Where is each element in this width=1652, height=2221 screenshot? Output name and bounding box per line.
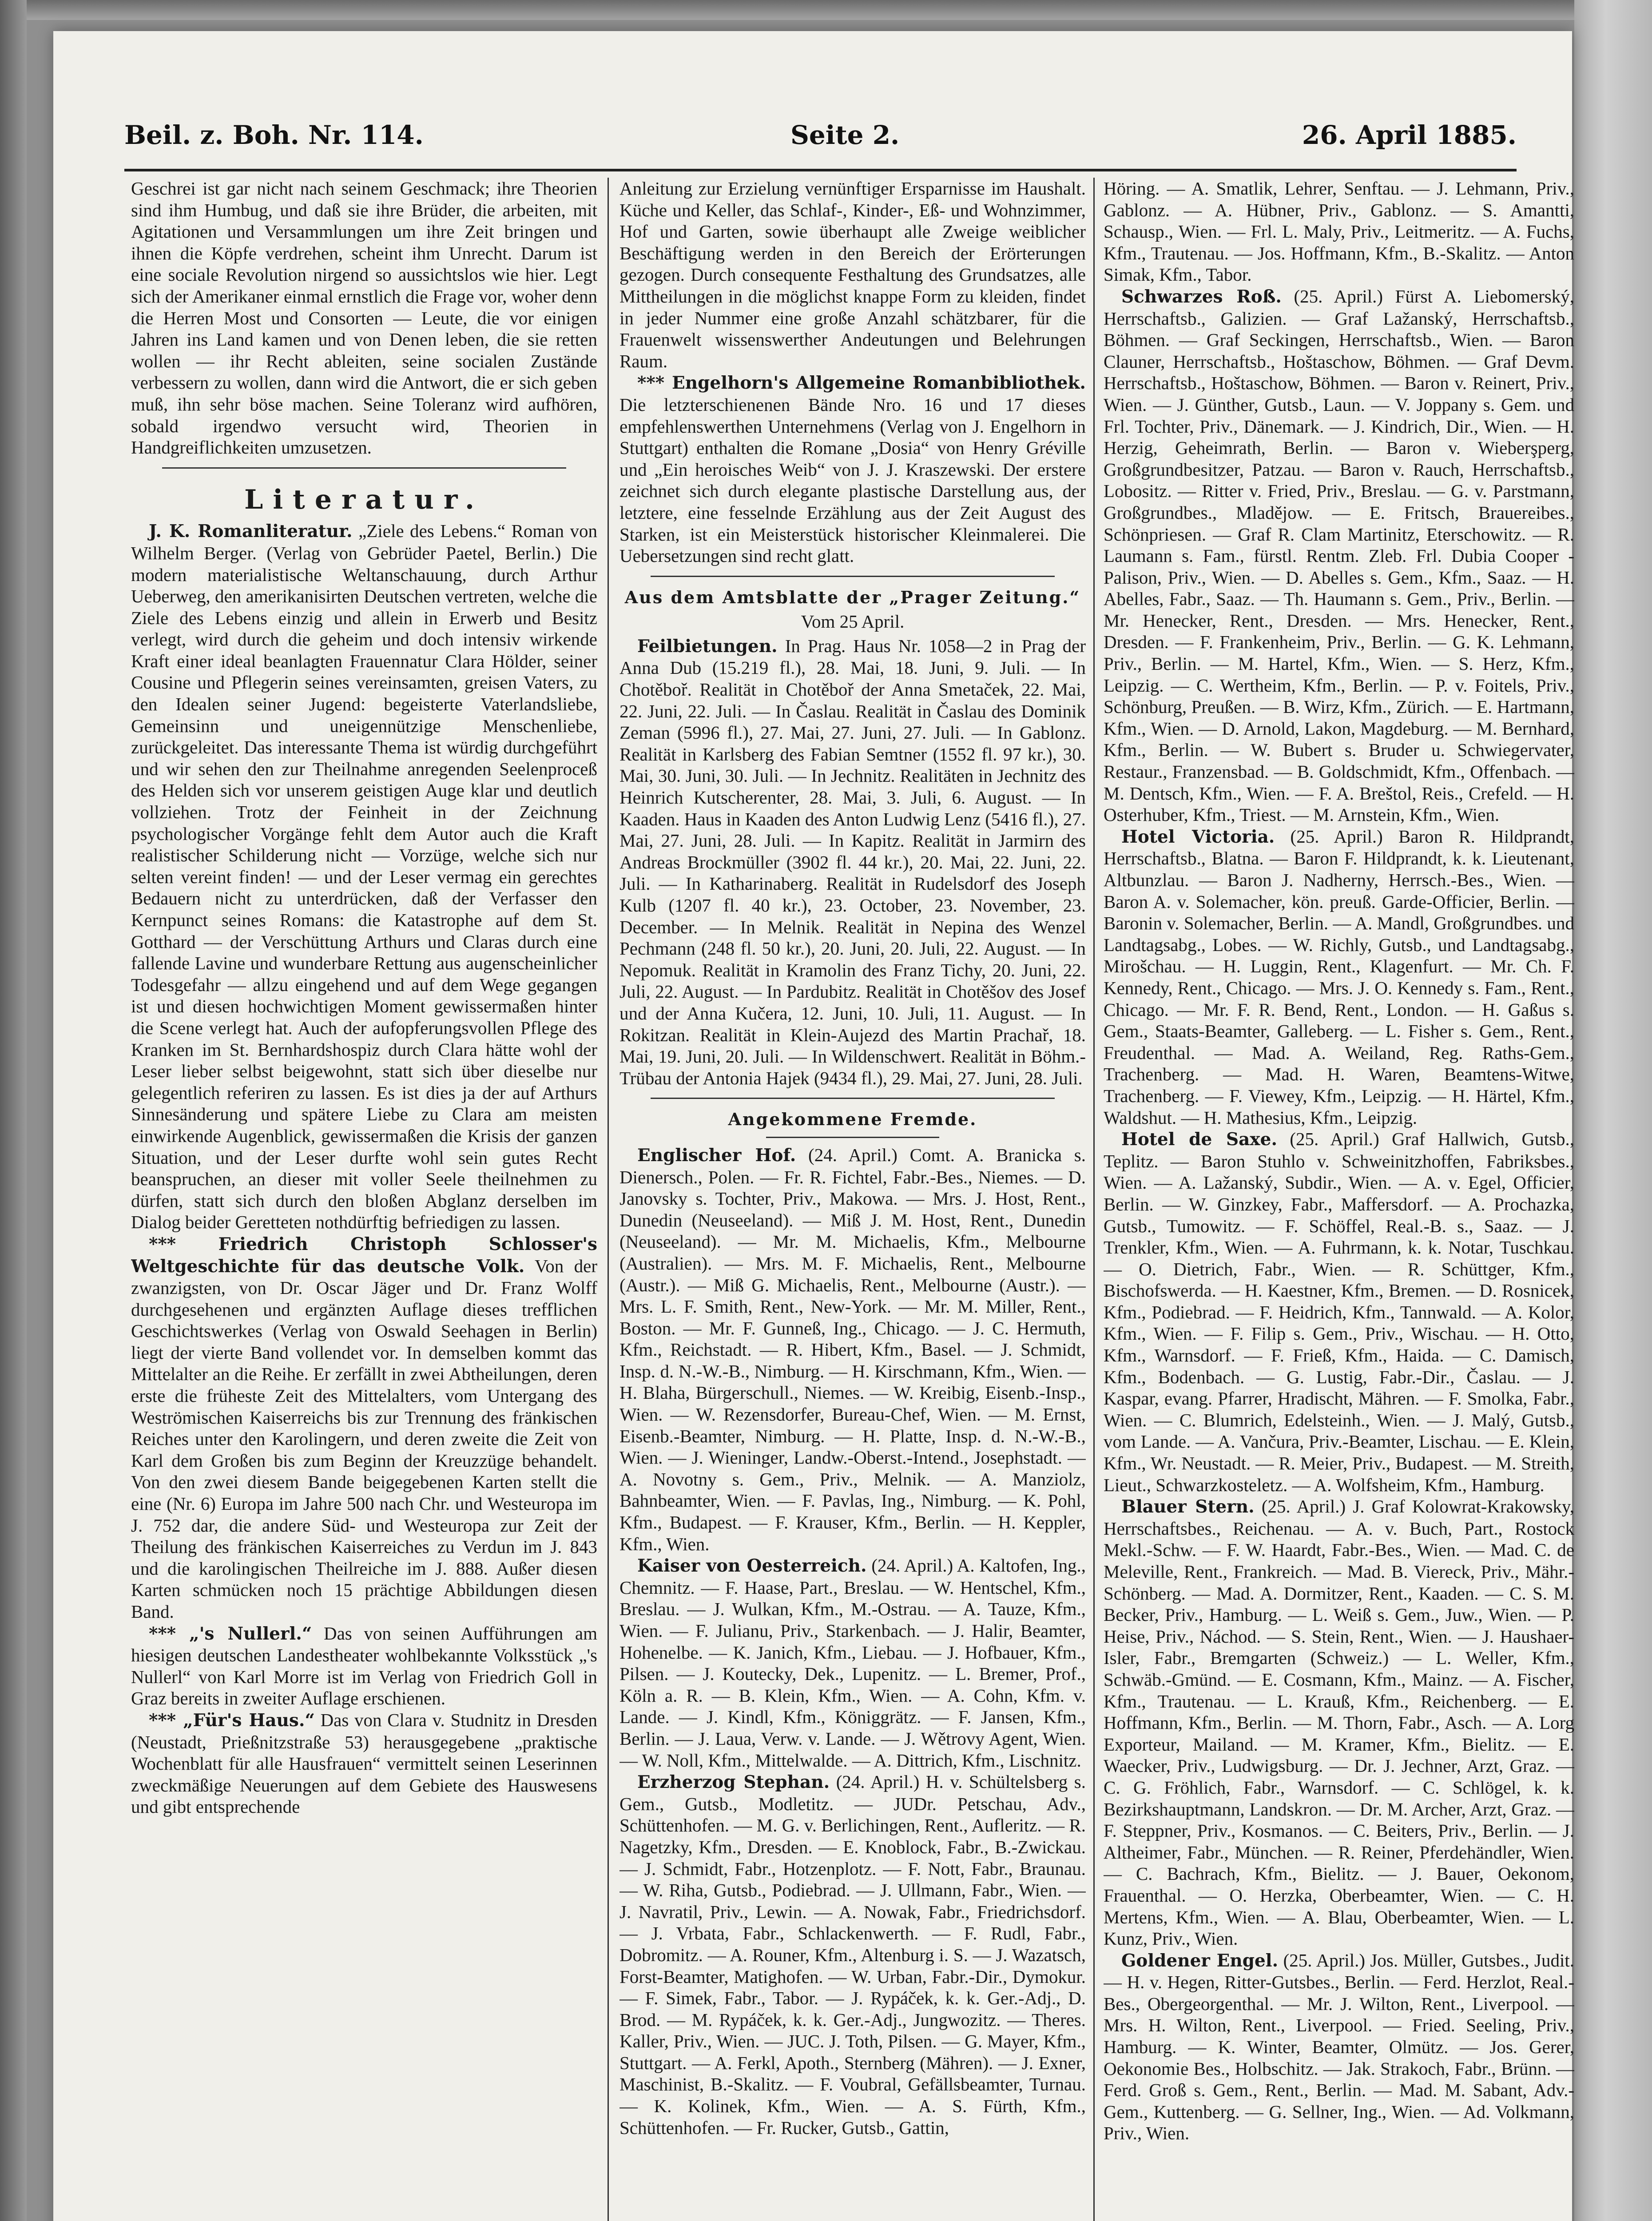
hotel-erzherzog-stephan bbox=[620, 1771, 1086, 2138]
hotel-victoria bbox=[1104, 826, 1574, 1128]
separator-rule bbox=[651, 1098, 1055, 1099]
header-rule bbox=[124, 169, 1517, 171]
hotel-guests: (25. April.) Jos. Müller, Gutsbes., Judit. — H. v. Hegen, Ritter-Gutsbes., Berlin. — Ferd. Herzlot, Real.-Bes., Obergeorgenthal. — Mr. J. Wilton, Rent., Liverpool. — Mrs. H. Wilton, Rent., Liverpool. — Fried. Seeling, Priv., Hamburg. — K. Winter, Beamter, Olmütz. — Jos. Gerer, Oekonomie Bes., Holbschitz. — Jak. Strakoch, Fabr., Brünn. — Ferd. Groß s. Gem., Rent., Berlin. — Mad. M. Sabant, Adv.-Gem., Kuttenberg. — G. Sellner, Ing., Wien. — Ad. Volkmann, Priv., Wien. bbox=[1104, 1950, 1574, 2144]
column-3 bbox=[1104, 178, 1574, 2221]
hotel-name: Goldener Engel. bbox=[1121, 1950, 1279, 1971]
review-romanliteratur bbox=[131, 520, 597, 1233]
hotel-guests: (25. April.) J. Graf Kolowrat-Krakowsky, Herrschaftsbes., Reichenau. — A. v. Buch, Part., Rostock Mekl.-Schw. — F. W. Haardt, Fabr.-Bes., Wien. — Mad. C. de Meleville, Rent., Frankreich. — Mad. B. Viereck, Priv., Mähr.-Schönberg. — Mad. A. Dormitzer, Rent., Kaaden. — C. S. M. Becker, Priv., Hamburg. — L. Weiß s. Gem., Juw., Wien. — P. Heise, Priv., Náchod. — S. Stein, Rent., Wien. — J. Haushaer-Isler, Fabr., Bremgarten (Schweiz.) — L. Weller, Kfm., Schwäb.-Gmünd. — E. Cosmann, Kfm., Mainz. — A. Fischer, Kfm., Trautenau. — L. Krauß, Kfm., Reichenberg. — E. Hoffmann, Kfm., Berlin. — M. Thorn, Fabr., Asch. — A. Lorg Exporteur, Mailand. — M. Kramer, Kfm., Bielitz. — E. Waecker, Priv., Ludwigsburg. — Dr. J. Jechner, Arzt, Graz. — C. G. Fröhlich, Fabr., Warnsdorf. — C. Schlögel, k. k. Bezirkshauptmann, Landskron. — Dr. M. Archer, Arzt, Graz. — F. Steppner, Priv., Kosmanos. — C. Beiters, Priv., Berlin. — J. Altheimer, Fabr., München. — R. Reiner, Pferdehändler, Wien. — C. Bachrach, Kfm., Bielitz. — J. Bauer, Oekonom, Frauenthal. — O. Herzka, Oberbeamter, Wien. — C. H. Mertens, Kfm., Wien. — A. Blau, Oberbeamter, Wien. — L. Kunz, Priv., Wien. bbox=[1104, 1496, 1574, 1949]
scan-edge-top bbox=[0, 0, 1652, 20]
hotel-name: Hotel Victoria. bbox=[1121, 826, 1275, 847]
notice-text: Das von seinen Aufführungen am hiesigen deutschen Landestheater wohlbekannte Volksstück „'s Nullerl“ von Karl Morre ist im Verlag von Friedrich Goll in Graz bereits in zweiter Auflage erschienen. bbox=[131, 1623, 597, 1709]
hotel-name: Englischer Hof. bbox=[637, 1145, 796, 1166]
notice-lead: *** „Für's Haus.“ bbox=[149, 1710, 315, 1731]
header-page-number: Seite 2. bbox=[790, 120, 900, 150]
hotel-name: Blauer Stern. bbox=[1121, 1497, 1255, 1517]
hotel-name: Kaiser von Oesterreich. bbox=[637, 1556, 867, 1576]
scan-edge-left bbox=[0, 0, 27, 2221]
amtsblatt-title: Aus dem Amtsblatte der „Prager Zeitung.“ bbox=[624, 587, 1081, 607]
notice-lead: *** Friedrich Christoph Schlosser's Weltgeschichte für das deutsche Volk. bbox=[131, 1234, 597, 1277]
hotel-name: Schwarzes Roß. bbox=[1121, 286, 1282, 307]
separator-rule bbox=[651, 576, 1055, 577]
hotel-guests: (25. April.) Baron R. Hildprandt, Herrschaftsb., Blatna. — Baron F. Hildprandt, k. k. Lieutenant, Altbunzlau. — Baron J. Nadherny, Herrsch.-Bes., Wien. — Baron A. v. Solemacher, kön. preuß. Garde-Officier, Berlin. — Baronin v. Solemacher, Berlin. — A. Mandl, Großgrundbes. und Landtagsabg., Lobes. — W. Richly, Gutsb., und Landtagsabg., Mirošchau. — H. Luggin, Rent., Klagenfurt. — Mr. Ch. F. Kennedy, Rent., Chicago. — Mrs. J. O. Kennedy s. Fam., Rent., Chicago. — Mr. F. R. Bend, Rent., London. — H. Gaßus s. Gem., Staats-Beamter, Galleberg. — L. Fisher s. Gem., Rent., Freudenthal. — Mad. A. Weiland, Reg. Raths-Gem., Trachenberg. — Mad. H. Waren, Beamtens-Witwe, Trachenberg. — F. Viewey, Kfm., Leipzig. — H. Härtel, Kfm., Waldshut. — H. Mathesius, Kfm., Leipzig. bbox=[1104, 826, 1574, 1128]
separator-rule bbox=[162, 467, 566, 469]
section-title-literatur: Literatur. bbox=[244, 484, 484, 515]
hotel-goldener-engel bbox=[1104, 1950, 1574, 2144]
notice-text: Das von Clara v. Studnitz in Dresden (Neustadt, Prießnitzstraße 53) herausgegebene „praktische Wochenblatt für alle Hausfrauen“ vermittelt seinen Leserinnen zweckmäßige Neuerungen auf dem Gebiete des Hauswesens und gibt entsprechende bbox=[131, 1709, 597, 1817]
column-divider-1 bbox=[608, 178, 609, 2221]
notice-engelhorn bbox=[620, 372, 1086, 566]
hotel-guests: (24. April.) H. v. Schültelsberg s. Gem., Gutsb., Modletitz. — JUDr. Petschau, Adv., Schüttenhofen. — M. G. v. Berlichingen, Rent., Aufleritz. — R. Nagetzky, Kfm., Dresden. — E. Knoblock, Fabr., B.-Zwickau. — J. Schmidt, Fabr., Hotzenplotz. — F. Nott, Fabr., Braunau. — W. Riha, Gutsb., Podiebrad. — J. Ullmann, Fabr., Wien. — J. Navratil, Priv., Lewin. — A. Nowak, Fabr., Friedrichsdorf. — J. Vrbata, Fabr., Schlackenwerth. — F. Rudl, Fabr., Dobromitz. — A. Rouner, Kfm., Altenburg i. S. — J. Wazatsch, Forst-Beamter, Matighofen. — W. Urban, Fabr.-Dir., Dymokur. — F. Simek, Fabr., Tabor. — J. Rypáček, k. k. Ger.-Adj., D. Brod. — M. Rypáček, k. k. Ger.-Adj., Jungwozitz. — Theres. Kaller, Priv., Wien. — JUC. J. Toth, Pilsen. — G. Mayer, Kfm., Stuttgart. — A. Ferkl, Apoth., Sternberg (Mähren). — J. Exner, Maschinist, B.-Skalitz. — F. Voubral, Gefällsbeamter, Turnau. — K. Kolinek, Kfm., Wien. — A. S. Fürth, Kfm., Schüttenhofen. — Fr. Rucker, Gutsb., Gattin, bbox=[620, 1771, 1086, 2138]
notice-text: Von der zwanzigsten, von Dr. Oscar Jäger und Dr. Franz Wolff durchgesehenen und ergänzten Auflage dieses trefflichen Geschichtswerkes (Verlag von Oswald Seehagen in Berlin) liegt der vierte Band vollendet vor. In demselben kommt das Mittelalter an die Reihe. Er zerfällt in zwei Abtheilungen, deren erste die früheste Zeit des Mittelalters, vom Untergang des Weströmischen Kaiserreichs bis zur Trennung des fränkischen Reiches unter den Karolingern, und deren zweite die Zeit von Karl dem Großen bis zum Beginn der Kreuzzüge behandelt. Von den zwei diesem Bande beigegebenen Karten stellt die eine (Nr. 6) Europa im Jahre 500 nach Chr. und Westeuropa im J. 752 dar, die andere Süd- und Westeuropa zur Zeit der Theilung des fränkischen Kaiserreiches zu Verdun im J. 843 und die karolingischen Theilreiche im J. 888. Außer diesen Karten schmücken noch 15 prächtige Abbildungen diesen Band. bbox=[131, 1255, 597, 1622]
notice-text: Die letzterschienenen Bände Nro. 16 und 17 dieses empfehlenswerthen Unternehmens (Verlag von J. Engelhorn in Stuttgart) enthalten die Romane „Dosia“ von Henry Gréville und „Ein heroisches Weib“ von J. J. Kraszewski. Der erstere zeichnet sich durch elegante plastische Darstellung aus, der letztere, eine fesselnde Erzählung aus der Zeit August des Starken, ist ein Meisterstück historischer Kleinmalerei. Die Uebersetzungen sind recht glatt. bbox=[620, 394, 1086, 566]
separator-rule-short bbox=[766, 1137, 939, 1138]
notice-lead: *** Engelhorn's Allgemeine Romanbibliothek. bbox=[637, 373, 1086, 394]
notice-continuation: Anleitung zur Erzielung vernünftiger Ersparnisse im Haushalt. Küche und Keller, das Schlaf-, Kinder-, Eß- und Wohnzimmer, Hof und Garten, sowie überhaupt alle Zweige weiblicher Beschäftigung werden in den Bereich der Erörterungen gezogen. Durch consequente Festhaltung des Grundsatzes, alle Mittheilungen in die möglichst knappe Form zu kleiden, findet in jeder Nummer eine große Anzahl schätzbarer, für die Frauenwelt wissenswerther Andeutungen und Belehrungen Raum. bbox=[620, 178, 1086, 371]
feilbietungen bbox=[620, 635, 1086, 1089]
notice-nullerl bbox=[131, 1623, 597, 1709]
notice-schlosser bbox=[131, 1233, 597, 1623]
article-continuation: Geschrei ist gar nicht nach seinem Geschmack; ihre Theorien sind ihm Humbug, und daß sie ihre Brüder, die arbeiten, mit Agitationen und Versammlungen um ihre Zeit bringen und ihnen die Köpfe verdrehen, scheint ihm Unrecht. Darum ist eine sociale Revolution nirgend so aussichtslos wie hier. Legt sich der Amerikaner einmal ernstlich die Frage vor, woher denn die Herren Most und Consorten — Leute, die vor einigen Jahren ins Land kamen und von Denen leben, die sie retten wollen — ihr Recht ableiten, seine socialen Zustände verbessern zu wollen, dann wird die Antwort, die er sich geben muß, ihn sehr böse machen. Seine Toleranz wird aufhören, sobald irgendwo versucht wird, Theorien in Handgreiflichkeiten umzusetzen. bbox=[131, 178, 597, 458]
guests-continuation: Höring. — A. Smatlik, Lehrer, Senftau. — J. Lehmann, Priv., Gablonz. — A. Hübner, Priv., Gablonz. — S. Amantti, Schausp., Wien. — Frl. L. Maly, Priv., Leitmeritz. — A. Fuchs, Kfm., Trautenau. — Jos. Hoffmann, Kfm., B.-Skalitz. — Anton Simak, Kfm., Tabor. bbox=[1104, 178, 1574, 285]
page-header bbox=[124, 120, 1517, 160]
hotel-guests: (24. April.) A. Kaltofen, Ing., Chemnitz. — F. Haase, Part., Breslau. — W. Hentschel, Kfm., Breslau. — J. Wulkan, Kfm., M.-Ostrau. — A. Tauze, Kfm., Wien. — F. Julianu, Priv., Starkenbach. — J. Halir, Beamter, Hohenelbe. — K. Janich, Kfm., Liebau. — J. Hofbauer, Kfm., Pilsen. — J. Koutecky, Dek., Lupenitz. — L. Bremer, Prof., Köln a. R. — B. Klein, Kfm., Wien. — A. Cohn, Kfm. v. Lande. — J. Kindl, Kfm., Königgrätz. — F. Jansen, Kfm., Berlin. — J. Laua, Verw. v. Lande. — J. Wětrovy Agent, Wien. — W. Noll, Kfm., Mittelwalde. — A. Dittrich, Kfm., Lischnitz. bbox=[620, 1555, 1086, 1771]
hotel-guests: (25. April.) Graf Hallwich, Gutsb., Teplitz. — Baron Stuhlo v. Schweinitzhoffen, Fabriksbes., Wien. — A. Lažanský, Subdir., Wien. — A. v. Egel, Officier, Berlin. — W. Ginzkey, Fabr., Maffersdorf. — A. Prochazka, Gutsb., Tumowitz. — F. Schöffel, Real.-B. s., Saaz. — J. Trenkler, Kfm., Wien. — A. Fuhrmann, k. k. Notar, Tuschkau. — O. Dietrich, Fabr., Wien. — R. Schüttger, Kfm., Bischofswerda. — H. Kaestner, Kfm., Bremen. — D. Rosnicek, Kfm., Podiebrad. — F. Heidrich, Kfm., Tannwald. — A. Kolor, Kfm., Wien. — F. Filip s. Gem., Priv., Wischau. — H. Otto, Kfm., Warnsdorf. — F. Frieß, Kfm., Haida. — C. Damisch, Kfm., Bodenbach. — G. Lustig, Fabr.-Dir., Časlau. — J. Kaspar, evang. Pfarrer, Hradischt, Mähren. — F. Smolka, Fabr., Wien. — C. Blumrich, Edelsteinh., Wien. — J. Malý, Gutsb., vom Lande. — A. Vančura, Priv.-Beamter, Lischau. — E. Klein, Kfm., Wr. Neustadt. — R. Meier, Priv., Budapest. — M. Streith, Lieut., Schwarzkosteletz. — A. Wolfsheim, Kfm., Hamburg. bbox=[1104, 1129, 1574, 1495]
column-2 bbox=[620, 178, 1086, 2221]
hotel-englischer-hof bbox=[620, 1144, 1086, 1555]
header-date: 26. April 1885. bbox=[1302, 120, 1517, 150]
hotel-name: Hotel de Saxe. bbox=[1121, 1129, 1278, 1150]
feilbietungen-lead: Feilbietungen. bbox=[637, 636, 778, 657]
header-issue: Beil. z. Boh. Nr. 114. bbox=[124, 120, 424, 150]
hotel-blauer-stern bbox=[1104, 1496, 1574, 1949]
hotel-de-saxe bbox=[1104, 1128, 1574, 1496]
review-lead: J. K. Romanliteratur. bbox=[149, 521, 353, 542]
hotel-guests: (25. April.) Fürst A. Liebomerský, Herrschaftsb., Galizien. — Graf Lažanský, Herrschaftsb., Böhmen. — Graf Seckingen, Herrschaftsb., Wien. — Baron Clauner, Herrschaftsb., Hoštaschow, Böhmen. — Graf Devm. Herrschaftsb., Hoštaschow, Böhmen. — Baron v. Reinert, Priv., Wien. — J. Günther, Gutsb., Laun. — V. Joppany s. Gem. und Frl. Tochter, Priv., Dänemark. — J. Kindrich, Dir., Wien. — H. Herzig, Geheimrath, Berlin. — Baron v. Wieberşperg, Großgrundbesitzer, Patzau. — Baron v. Rauch, Herrschaftsb., Lobositz. — Ritter v. Fried, Priv., Breslau. — G. v. Parstmann, Großgrundbes., Mladějow. — E. Fritsch, Brauereibes., Schönpriesen. — Graf R. Clam Martinitz, Eterschowitz. — R. Laumann s. Fam., fürstl. Rentm. Zleb. Frl. Dubia Cooper - Palison, Priv., Wien. — D. Abelles s. Gem., Kfm., Saaz. — H. Abelles, Fabr., Saaz. — Th. Haumann s. Gem., Priv., Berlin. — Mr. Henecker, Rent., Dresden. — Mrs. Henecker, Rent., Dresden. — F. Frankenheim, Priv., Berlin. — G. K. Lehmann, Priv., Berlin. — M. Hartel, Kfm., Wien. — S. Herz, Kfm., Leipzig. — C. Wertheim, Kfm., Berlin. — P. v. Foitels, Priv., Schönburg, Preußen. — B. Wirz, Kfm., Zürich. — E. Hartmann, Kfm., Wien. — D. Arnold, Lakon, Magdeburg. — M. Bernhard, Kfm., Berlin. — W. Bubert s. Bruder u. Schwiegervater, Restaur., Franzensbad. — B. Goldschmidt, Kfm., Offenbach. — M. Dentsch, Kfm., Wien. — F. A. Breštol, Reis., Crefeld. — H. Osterhuber, Kfm., Triest. — M. Arnstein, Kfm., Wien. bbox=[1104, 286, 1574, 825]
notice-fuers-haus bbox=[131, 1709, 597, 1818]
hotel-guests: (24. April.) Comt. A. Branicka s. Dienersch., Polen. — Fr. R. Fichtel, Fabr.-Bes., Niemes. — D. Janovsky s. Tochter, Priv., Makowa. — Mrs. J. Host, Rent., Dunedin (Neuseeland). — Miß J. M. Host, Rent., Dunedin (Neuseeland). — Mr. M. Michaelis, Kfm., Melbourne (Australien). — Mrs. M. F. Michaelis, Rent., Melbourne (Austr.). — Miß G. Michaelis, Rent., Melbourne (Austr.). — Mrs. L. F. Smith, Rent., New-York. — Mr. M. Miller, Rent., Boston. — Mr. F. Gunneß, Ing., Chicago. — J. C. Hermuth, Kfm., Reichstadt. — R. Hibert, Kfm., Basel. — J. Schmidt, Insp. d. N.-W.-B., Nimburg. — H. Kirschmann, Kfm., Wien. — H. Blaha, Bürgerschull., Niemes. — W. Kreibig, Eisenb.-Insp., Wien. — W. Rezensdorfer, Bureau-Chef, Wien. — M. Ernst, Eisenb.-Beamter, Nimburg. — H. Platte, Insp. d. N.-W.-B., Wien. — J. Wieninger, Landw.-Oberst.-Intend., Josephstadt. — A. Novotny s. Gem., Priv., Melnik. — A. Manziolz, Bahnbeamter, Wien. — F. Pavlas, Ing., Nimburg. — K. Pohl, Kfm., Budapest. — F. Krauser, Kfm., Berlin. — H. Keppler, Kfm., Wien. bbox=[620, 1144, 1086, 1554]
amtsblatt-date: Vom 25 April. bbox=[801, 611, 905, 632]
hotel-schwarzes-ross bbox=[1104, 286, 1574, 826]
column-divider-2 bbox=[1093, 178, 1095, 2221]
review-text: „Ziele des Lebens.“ Roman von Wilhelm Berger. (Verlag von Gebrüder Paetel, Berlin.) Die modern materialistische Weltanschauung, durch Arthur Ueberweg, den amerikanisirten Deutschen vertreten, welche die Ziele des Lebens einzig und allein in Erwerb und Besitz verlegt, wird durch die geheim und doch intensiv wirkende Kraft einer ideal beanlagten Frauennatur Clara Hölder, seiner Cousine und Pflegerin seines vereinsamten, greisen Vaters, zu den Idealen seiner Jugend: begeisterte Vaterlandsliebe, Gemeinsinn und uneigennützige Menschenliebe, zurückgeleitet. Das interessante Thema ist würdig durchgeführt und wir sehen den zur Theilnahme anregenden Seelenproceß des Helden sich vor unserem geistigen Auge klar und deutlich vollziehen. Trotz der Feinheit in der Zeichnung psychologischer Vorgänge fehlt dem Autor auch die Kraft realistischer Schilderung nicht — Vorzüge, welche sich nur selten vereint finden! — und der Leser vermag ein gerechtes Bedauern nicht zu unterdrücken, daß der Verfasser den Kernpunct seines Romans: die Katastrophe auf dem St. Gotthard — der Verschüttung Arthurs und Claras durch eine fallende Lavine und wunderbare Rettung aus augenscheinlicher Todesgefahr — allzu eingehend und auf dem Wege gegangen ist und diesen hochwichtigen Moment gewissermaßen hinter die Scene verlegt hat. Auch der aufopferungsvollen Pflege des Kranken im St. Bernhardshospiz durch Clara hätte wohl der Leser lieber selbst beigewohnt, statt sich über dieselbe nur gelegentlich referiren zu lassen. Es ist dies ja der auf Arthurs Sinnesänderung und spätere Liebe zu Clara am meisten einwirkende Augenblick, gewissermaßen die Krisis der ganzen Situation, und der Leser durfte wohl sein gutes Recht beanspruchen, an dieser mit voller Seele theilnehmen zu dürfen, statt sich durch den bloßen Abglanz derselben im Dialog beider Geretteten nothdürftig befriedigen zu lassen. bbox=[131, 521, 597, 1233]
notice-lead: *** „'s Nullerl.“ bbox=[149, 1623, 312, 1644]
hotel-kaiser-von-oesterreich bbox=[620, 1555, 1086, 1771]
fremde-title: Angekommene Fremde. bbox=[728, 1109, 977, 1130]
hotel-name: Erzherzog Stephan. bbox=[637, 1772, 830, 1793]
column-1 bbox=[131, 178, 597, 2221]
scan-edge-right bbox=[1574, 0, 1652, 2221]
feilbietungen-text: In Prag. Haus Nr. 1058—2 in Prag der Anna Dub (15.219 fl.), 28. Mai, 18. Juni, 9. Juli. — In Chotěboř. Realität in Chotěboř der Anna Smetaček, 22. Mai, 22. Juni, 22. Juli. — In Časlau. Realität in Časlau des Dominik Zeman (5996 fl.), 27. Mai, 27. Juni, 27. Juli. — In Gablonz. Realität in Karlsberg des Fabian Semtner (1552 fl. 97 kr.), 30. Mai, 30. Juni, 30. Juli. — In Jechnitz. Realitäten in Jechnitz des Heinrich Kutscherenter, 28. Mai, 3. Juli, 6. August. — In Kaaden. Haus in Kaaden des Anton Ludwig Lenz (5416 fl.), 27. Mai, 27. Juni, 28. Juli. — In Kapitz. Realität in Jarmirn des Andreas Brockmüller (3902 fl. 44 kr.), 20. Mai, 22. Juni, 22. Juli. — In Katharinaberg. Realität in Rudelsdorf des Joseph Kulb (1207 fl. 40 kr.), 23. October, 23. November, 23. December. — In Melnik. Realität in Nepina des Wenzel Pechmann (248 fl. 50 kr.), 20. Juni, 20. Juli, 22. August. — In Nepomuk. Realität in Kramolin des Franz Tichy, 20. Juni, 22. Juli, 22. August. — In Pardubitz. Realität in Chotěšov des Josef und der Anna Kučera, 12. Juni, 10. Juli, 11. August. — In Rokitzan. Realität in Klein-Aujezd des Martin Prachař, 18. Mai, 19. Juni, 20. Juli. — In Wildenschwert. Realität in Böhm.-Trübau der Antonia Hajek (9434 fl.), 29. Mai, 27. Juni, 28. Juli. bbox=[620, 635, 1086, 1088]
